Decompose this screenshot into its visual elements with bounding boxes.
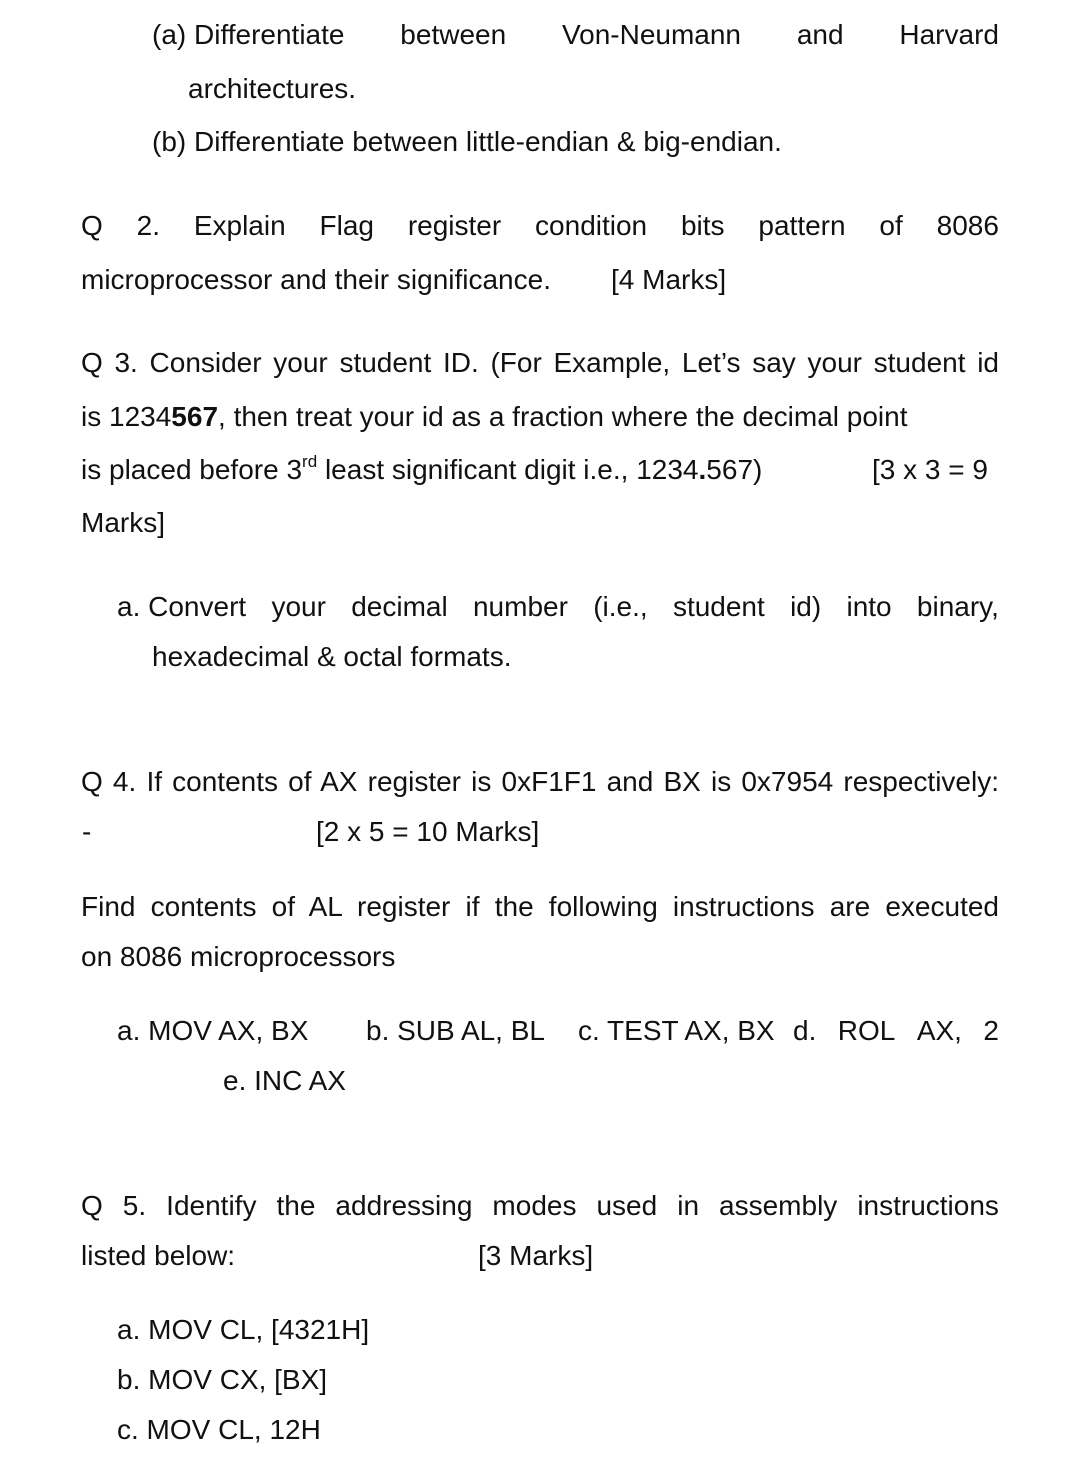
q4-instr-d-word: 2 xyxy=(983,1015,999,1046)
q3a-word: decimal xyxy=(351,591,448,622)
q3-line3-dot: . xyxy=(698,454,707,485)
q1a-word: between xyxy=(400,19,507,50)
q5-marks: [3 Marks] xyxy=(478,1240,594,1271)
q1a-word: Von-Neumann xyxy=(562,19,742,50)
q2-word: Explain xyxy=(193,210,286,241)
q4-marks: [2 x 5 = 10 Marks] xyxy=(316,816,540,847)
q4-find-line2: on 8086 microprocessors xyxy=(81,941,396,972)
q4-instr-b: b. SUB AL, BL xyxy=(366,1015,545,1046)
q5-word: 5. xyxy=(122,1190,147,1221)
q2-word: 8086 xyxy=(936,210,999,241)
q4-instr-d-word: d. xyxy=(793,1015,817,1046)
q3-line2 xyxy=(81,400,908,434)
q3-line3-mid: least significant digit i.e., 1234 xyxy=(317,454,699,485)
q1a-word: Harvard xyxy=(899,19,999,50)
q2-word: of xyxy=(879,210,903,241)
q2-word: 2. xyxy=(136,210,160,241)
q3-line2-post: , then treat your id as a fraction where the decimal point xyxy=(218,401,908,432)
q3a-word: binary, xyxy=(916,591,999,622)
q5-word: Identify xyxy=(166,1190,257,1221)
q3-line3 xyxy=(81,453,762,487)
q4-instr-d-word: AX, xyxy=(916,1015,962,1046)
q2-word: register xyxy=(407,210,502,241)
q5-line1 xyxy=(81,1189,999,1223)
q4-instr-e: e. INC AX xyxy=(223,1065,346,1096)
q3-line3-sup: rd xyxy=(302,452,318,471)
q2-line1 xyxy=(81,209,999,243)
q5-word: used xyxy=(596,1190,658,1221)
q4-find-line1: Find contents of AL register if the following instructions are executed xyxy=(81,891,999,922)
q5-word: assembly xyxy=(719,1190,838,1221)
q1b-line: (b) Differentiate between little-endian & big-endian. xyxy=(152,126,782,157)
q3a-word: a. Convert xyxy=(117,591,247,622)
q3a-word: student xyxy=(672,591,765,622)
q2-word: bits xyxy=(680,210,725,241)
q3a-word: your xyxy=(271,591,326,622)
q3a-line1 xyxy=(117,590,999,624)
q3-line2-bold: 567 xyxy=(171,401,219,432)
q5-item-b: b. MOV CX, [BX] xyxy=(117,1364,328,1395)
q5-word: the xyxy=(276,1190,316,1221)
q5-item-a: a. MOV CL, [4321H] xyxy=(117,1314,370,1345)
q2-marks: [4 Marks] xyxy=(611,264,727,295)
q5-word: addressing xyxy=(335,1190,473,1221)
q2-line2: microprocessor and their significance. xyxy=(81,264,551,295)
q1a-word: and xyxy=(796,19,844,50)
q3-line3-pre: is placed before 3 xyxy=(81,454,303,485)
q5-line2: listed below: xyxy=(81,1240,236,1271)
q2-word: condition xyxy=(535,210,648,241)
q1a-word: (a) Differentiate xyxy=(152,19,345,50)
q4-instr-c: c. TEST AX, BX xyxy=(578,1015,775,1046)
q5-word: instructions xyxy=(857,1190,999,1221)
q5-word: Q xyxy=(81,1190,103,1221)
q5-word: in xyxy=(677,1190,700,1221)
q3a-word: number xyxy=(472,591,568,622)
q2-word: Q xyxy=(81,210,103,241)
q3-line1: Q 3. Consider your student ID. (For Example, Let’s say your student id xyxy=(81,347,999,378)
q3-line3-post: 567) xyxy=(706,454,763,485)
q3a-line2: hexadecimal & octal formats. xyxy=(152,641,512,672)
q3a-word: id) xyxy=(790,591,822,622)
q3-marks: [3 x 3 = 9 xyxy=(872,454,988,485)
q2-word: pattern xyxy=(758,210,846,241)
q3-line2-pre: is 1234 xyxy=(81,401,172,432)
q2-word: Flag xyxy=(319,210,374,241)
q4-dash: - xyxy=(82,816,92,847)
q4-instr-d xyxy=(793,1014,999,1048)
q4-line1: Q 4. If contents of AX register is 0xF1F1 and BX is 0x7954 respectively: xyxy=(81,766,999,797)
q3-line4: Marks] xyxy=(81,507,165,538)
q3a-word: into xyxy=(846,591,892,622)
q1a-line2: architectures. xyxy=(188,73,357,104)
q4-instr-d-word: ROL xyxy=(837,1015,896,1046)
q1a-line1 xyxy=(152,18,999,52)
q3a-word: (i.e., xyxy=(593,591,648,622)
q5-item-c: c. MOV CL, 12H xyxy=(117,1414,321,1445)
q4-instr-a: a. MOV AX, BX xyxy=(117,1015,309,1046)
q5-word: modes xyxy=(492,1190,577,1221)
